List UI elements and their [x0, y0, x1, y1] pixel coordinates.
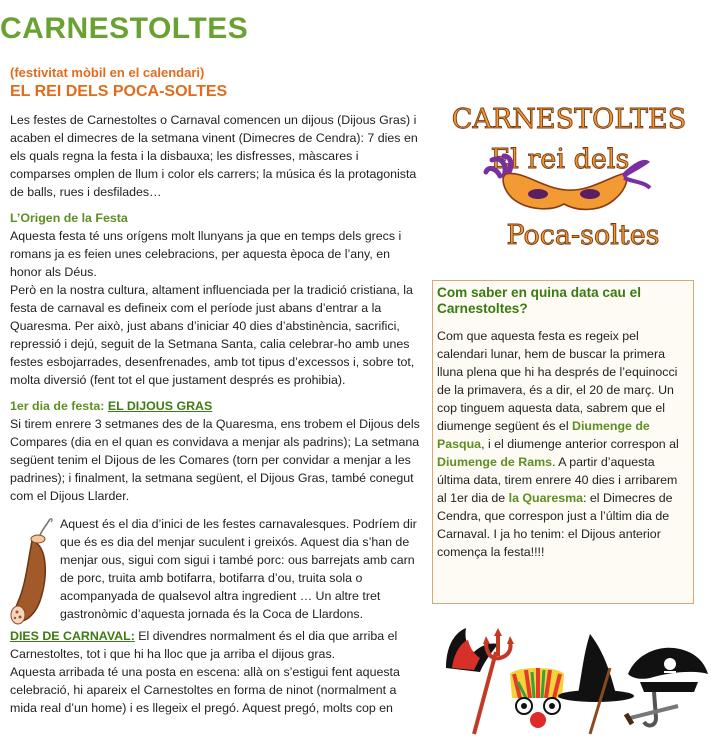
date-info-text-4: : el Dimecres de Cendra, que correspon just a l’últim dia de Carnaval. I ja ho tenim: el Dijous anterior comença la festa!!!!: [437, 491, 673, 559]
origin-heading: L’Origen de la Festa: [10, 211, 128, 225]
origin-paragraph-2: Però en la nostra cultura, altament influenciada per la tradició cristiana, la festa de carnaval es defineix com el període just abans d’entrar a la Quaresma. Per això, just abans d’iniciar 40 dies d’abstinència, sacrifici, repressió i dejú, seguit de la Setmana Santa, calia celebrar-ho amb unes festes esbojarrades, desenfrenades, amb tot tipus d’excessos i, sobre tot, molta diversió (fent tot el que justament després es prohibia).: [10, 283, 415, 387]
date-info-title: Com saber en quina data cau el Carnestoltes?: [437, 285, 641, 316]
dijous-gras-link[interactable]: EL DIJOUS GRAS: [107, 399, 213, 413]
date-info-text: [437, 327, 689, 561]
date-info-box: [432, 280, 694, 604]
big-subtitle: EL REI DELS POCA-SOLTES: [10, 83, 228, 100]
highlight-quaresma: la Quaresma: [508, 491, 584, 505]
main-content: [10, 64, 420, 725]
dies-de-carnaval-link[interactable]: DIES DE CARNAVAL:: [10, 629, 135, 643]
clown-face-icon: [510, 668, 564, 728]
date-info-text-1: Com que aquesta festa es regeix pel calendari lunar, hem de buscar la primera lluna plena que hi ha després de l’equinocci de la primavera, és a dir, el 20 de març. Un cop tinguem aquesta data, sabrem que el diumenge següent és el: [437, 329, 678, 433]
devil-horns-icon: [446, 628, 498, 672]
date-info-text-3: . A partir d’aquesta última data, tirem enrere 40 dies i arribarem al 1er dia de: [437, 455, 678, 505]
pirate-hat-icon: [628, 648, 708, 692]
first-day-paragraph-2: Aquest és el dia d’inici de les festes carnavalesques. Podríem dir que és es dia del menjar suculent i greixós. Aquest dia s’han de menjar ous, sigui com sigui i també porc: ous barrejats amb carn de porc, truita amb botifarra, botifarra d’ou, truita sola o acompanyada de qualsevol altra ingredient … Un altre tret gastronòmic d’aquesta jornada és la Coca de Llardons.: [60, 517, 417, 621]
costume-props-illustration: [440, 622, 711, 736]
carnival-days-paragraph-2: Aquesta arribada té una posta en escena: allà on s’estigui fent aquesta celebració, hi apareix el Carnestoltes en forma de ninot (normalment a mida real d’un home) i es llegeix el pregó. Aquest pregó, molts cop en: [10, 665, 400, 715]
date-info-text-2: , i el diumenge anterior correspon al: [481, 437, 679, 451]
carnival-days-text: El divendres normalment és el dia que arriba el Carnestoltes, tot i que hi ha lloc que ja arriba el dijous gras.: [10, 629, 398, 661]
sausage-section: [10, 515, 420, 627]
highlight-diumenge-rams: Diumenge de Rams: [437, 455, 552, 469]
origin-paragraph-1: Aquesta festa té uns orígens molt llunyans ja que en temps dels grecs i romans ja es feien unes celebracions, per aquesta època de l’any, en honor als Déus.: [10, 229, 402, 279]
sword-icon: [626, 706, 678, 724]
witch-hat-icon: [558, 634, 634, 702]
sausage-icon: [10, 517, 54, 627]
intro-paragraph: Les festes de Carnestoltes o Carnaval comencen un dijous (Dijous Gras) i acaben el dimecres de la setmana vinent (Dimecres de Cendra): 7 dies en els quals regna la festa i la disbauxa; les disfresses, màscares i comparses omplen de llum i color els carrers; la música és la protagonista de balls, rues i desfilades…: [10, 113, 418, 199]
first-day-heading-row: [10, 397, 420, 415]
highlight-diumenge-pasqua: Diumenge de Pasqua: [437, 419, 650, 451]
carnival-days-paragraph-1: [10, 627, 420, 663]
first-day-heading: 1er dia de festa:: [10, 399, 105, 413]
poster-line-1: CARNESTOLTES: [451, 104, 687, 135]
poster-line-3: Poca-soltes: [506, 220, 660, 251]
page-title: CARNESTOLTES: [0, 12, 249, 45]
carnestoltes-poster: [438, 90, 700, 260]
first-day-paragraph-1: Si tirem enrere 3 setmanes des de la Quaresma, ens trobem el Dijous dels Compares (dia en el quan es convidava a menjar als padrins); La setmana següent tenim el Dijous de les Comares (torn per convidar a menjar a les padrines); i finalment, la setmana següent, el Dijous Gras, també conegut com el Dijous Llarder.: [10, 417, 420, 503]
poster-line-2: El rei dels: [490, 144, 630, 175]
subtitle: (festivitat mòbil en el calendari): [10, 65, 205, 80]
hook-icon: [644, 692, 656, 725]
